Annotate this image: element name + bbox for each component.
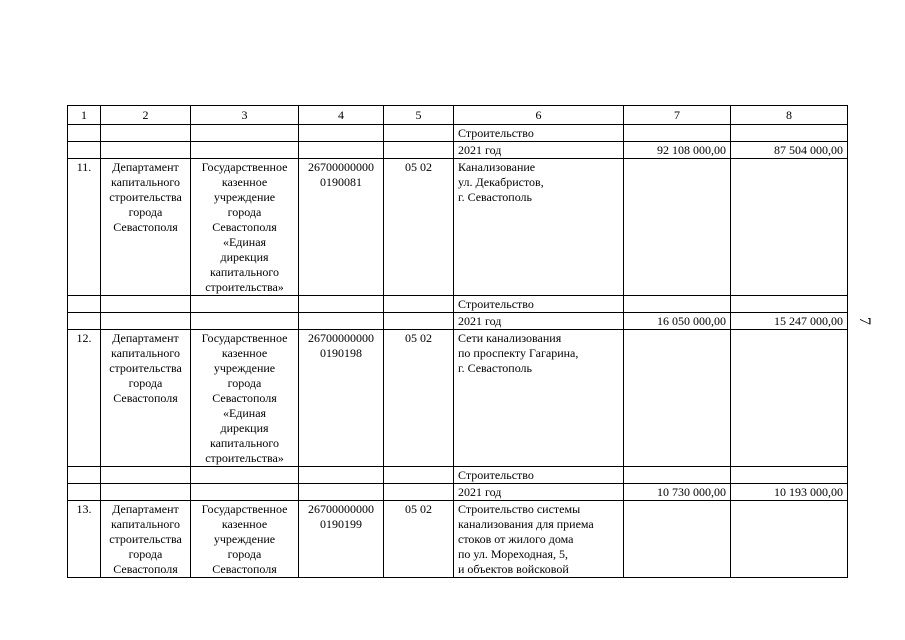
table-header-row [68, 106, 848, 125]
table-row [68, 125, 848, 142]
header-cell: 4 [299, 106, 384, 125]
amount-cell: 10 193 000,00 [731, 484, 848, 501]
table-row [68, 330, 848, 467]
work-type-cell: Строительство [454, 125, 624, 142]
table-row [68, 501, 848, 578]
code-cell: 26700000000 0190081 [299, 159, 384, 296]
year-cell: 2021 год [454, 142, 624, 159]
header-cell: 1 [68, 106, 101, 125]
section-cell: 05 02 [384, 159, 454, 296]
amount-cell [624, 125, 731, 142]
header-cell: 2 [101, 106, 191, 125]
budget-table [67, 105, 848, 578]
amount-cell [731, 159, 848, 296]
object-cell: Канализование ул. Декабристов, г. Севастополь [454, 159, 624, 296]
amount-cell [624, 296, 731, 313]
institution-cell: Государственное казенное учреждение города Севастополя «Единая дирекция капитального строительства» [191, 330, 299, 467]
code-cell: 26700000000 0190198 [299, 330, 384, 467]
amount-cell [624, 501, 731, 578]
amount-cell: 15 247 000,00 [731, 313, 848, 330]
section-cell: 05 02 [384, 330, 454, 467]
amount-cell [731, 296, 848, 313]
table-row [68, 142, 848, 159]
amount-cell [624, 467, 731, 484]
header-cell: 6 [454, 106, 624, 125]
amount-cell [731, 125, 848, 142]
table-row [68, 296, 848, 313]
row-number-cell: 12. [68, 330, 101, 467]
object-cell: Сети канализования по проспекту Гагарина, г. Севастополь [454, 330, 624, 467]
institution-cell: Государственное казенное учреждение города Севастополя «Единая дирекция капитального строительства» [191, 159, 299, 296]
table-row [68, 313, 848, 330]
amount-cell: 92 108 000,00 [624, 142, 731, 159]
amount-cell [624, 330, 731, 467]
section-cell: 05 02 [384, 501, 454, 578]
department-cell: Департамент капитального строительства города Севастополя [101, 159, 191, 296]
work-type-cell: Строительство [454, 467, 624, 484]
row-number-cell: 13. [68, 501, 101, 578]
header-cell: 7 [624, 106, 731, 125]
page-number: 7 [856, 317, 873, 325]
amount-cell [731, 467, 848, 484]
year-cell: 2021 год [454, 484, 624, 501]
amount-cell: 10 730 000,00 [624, 484, 731, 501]
amount-cell [731, 330, 848, 467]
department-cell: Департамент капитального строительства города Севастополя [101, 330, 191, 467]
amount-cell [731, 501, 848, 578]
year-cell: 2021 год [454, 313, 624, 330]
object-cell: Строительство системы канализования для приема стоков от жилого дома по ул. Мореходная, 5, и объектов войсковой [454, 501, 624, 578]
header-cell: 8 [731, 106, 848, 125]
institution-cell: Государственное казенное учреждение города Севастополя [191, 501, 299, 578]
header-cell: 5 [384, 106, 454, 125]
header-cell: 3 [191, 106, 299, 125]
department-cell: Департамент капитального строительства города Севастополя [101, 501, 191, 578]
amount-cell: 87 504 000,00 [731, 142, 848, 159]
code-cell: 26700000000 0190199 [299, 501, 384, 578]
table-row [68, 467, 848, 484]
amount-cell [624, 159, 731, 296]
table-row [68, 484, 848, 501]
row-number-cell: 11. [68, 159, 101, 296]
table-row [68, 159, 848, 296]
work-type-cell: Строительство [454, 296, 624, 313]
amount-cell: 16 050 000,00 [624, 313, 731, 330]
